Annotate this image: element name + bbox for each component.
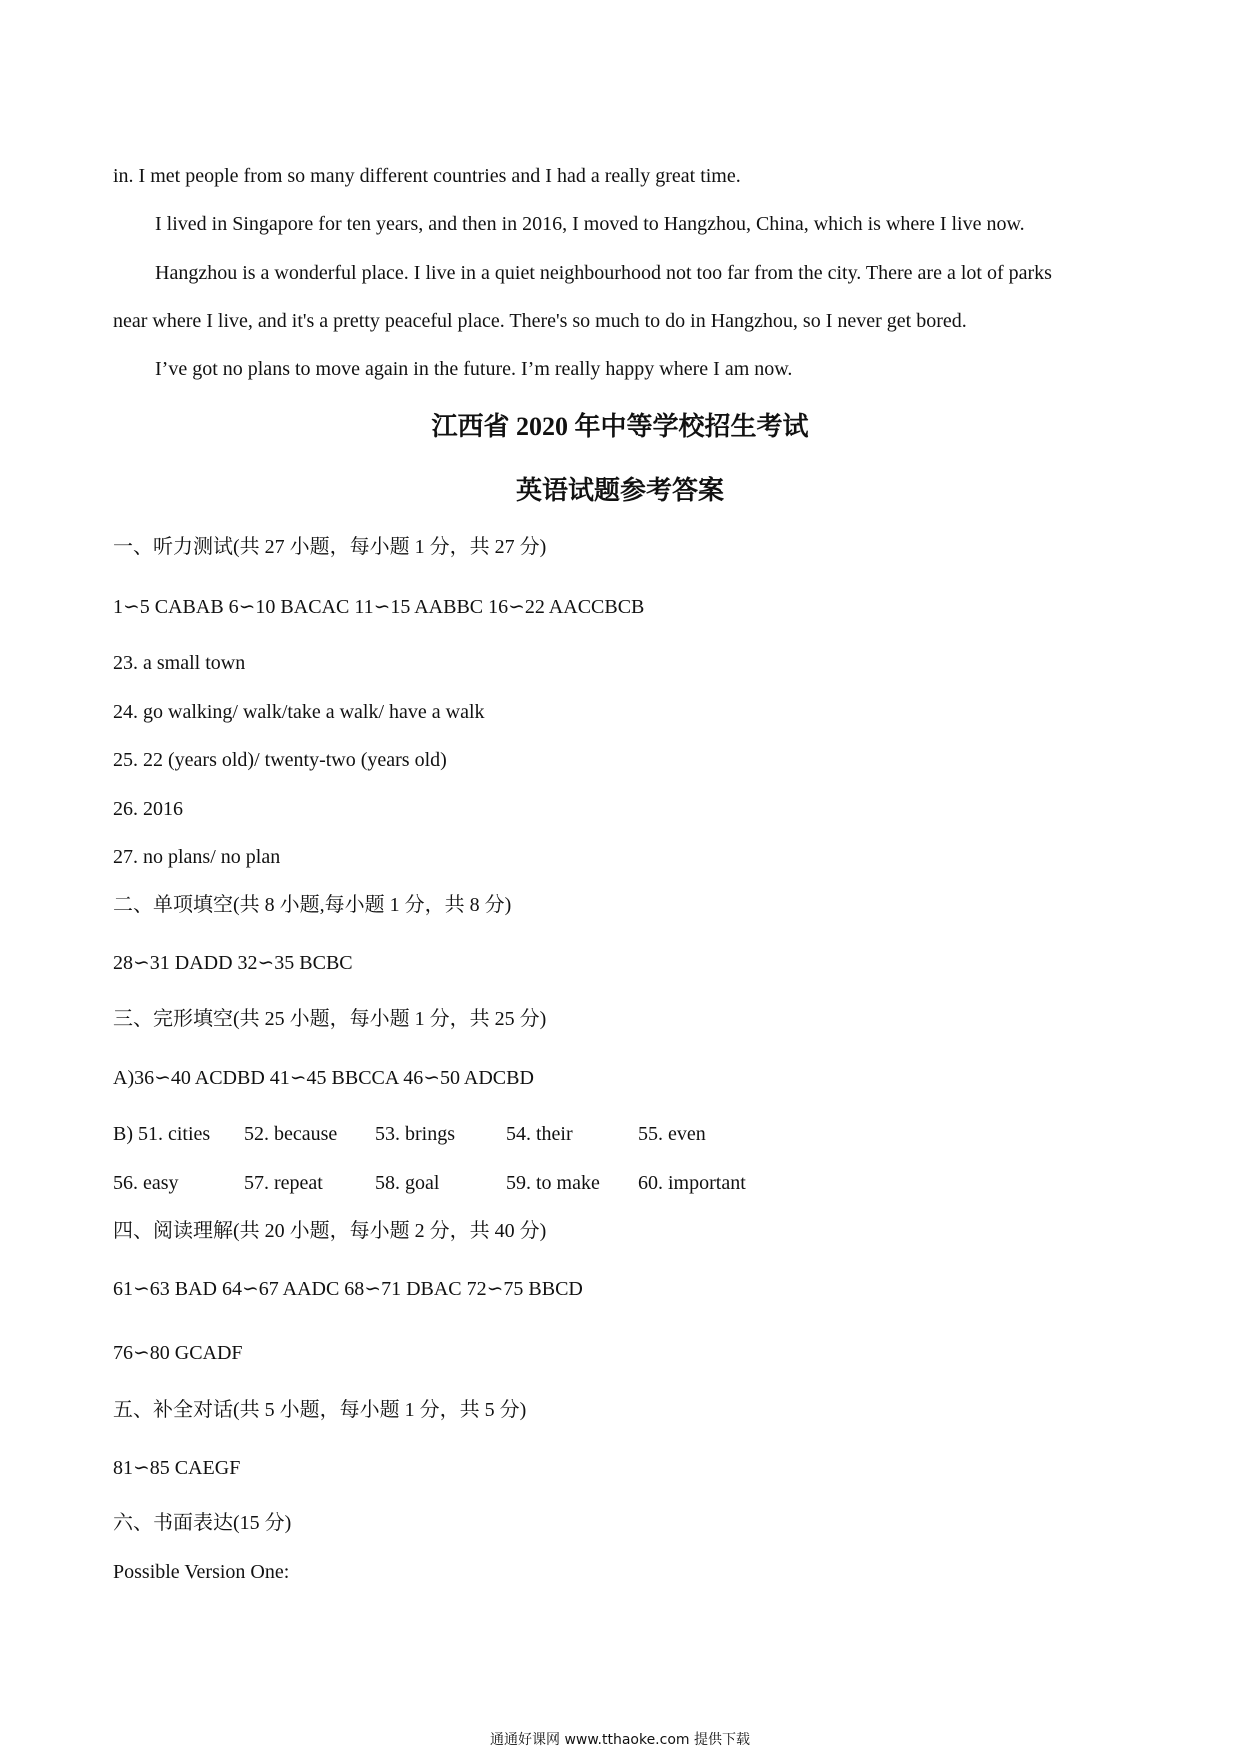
page-subtitle: 英语试题参考答案 (515, 476, 724, 505)
cloze-b-cell: 58. goal (375, 1172, 440, 1194)
passage-line-5: I’ve got no plans to move again in the future. I’m really happy where I am now. (155, 358, 793, 380)
section-2-answers: 28∽31 DADD 32∽35 BCBC (113, 952, 353, 974)
section-5-heading: 五、补全对话(共 5 小题，每小题 1 分，共 5 分) (113, 1399, 527, 1421)
cloze-b-cell: 53. brings (375, 1123, 455, 1145)
section-4-answers-2: 76∽80 GCADF (113, 1342, 243, 1364)
cloze-b-cell: 57. repeat (244, 1172, 323, 1194)
cloze-b-cell: 52. because (244, 1123, 338, 1145)
section-1-answers: 1∽5 CABAB 6∽10 BACAC 11∽15 AABBC 16∽22 AACCBCB (113, 596, 645, 618)
passage-line-2: I lived in Singapore for ten years, and then in 2016, I moved to Hangzhou, China, which is where I live now. (155, 213, 1025, 235)
passage-line-3: Hangzhou is a wonderful place. I live in a quiet neighbourhood not too far from the city. There are a lot of parks (155, 262, 1052, 284)
cloze-b-cell: 59. to make (506, 1172, 600, 1194)
cloze-b-cell: 54. their (506, 1123, 573, 1145)
section-5-answers: 81∽85 CAEGF (113, 1457, 241, 1479)
answer-27: 27. no plans/ no plan (113, 846, 281, 868)
cloze-b-cell: 56. easy (113, 1172, 179, 1194)
section-6-heading: 六、书面表达(15 分) (113, 1512, 292, 1534)
footer-credit: 通通好课网 www.tthaoke.com 提供下载 (490, 1732, 750, 1748)
passage-line-4: near where I live, and it's a pretty peaceful place. There's so much to do in Hangzhou, so I never get bored. (113, 310, 967, 332)
section-4-answers-1: 61∽63 BAD 64∽67 AADC 68∽71 DBAC 72∽75 BBCD (113, 1278, 583, 1300)
section-3-heading: 三、完形填空(共 25 小题，每小题 1 分，共 25 分) (113, 1008, 547, 1030)
section-2-heading: 二、单项填空(共 8 小题,每小题 1 分，共 8 分) (113, 894, 512, 916)
possible-version-label: Possible Version One: (113, 1561, 290, 1583)
cloze-b-cell: 55. even (638, 1123, 706, 1145)
passage-line-1: in. I met people from so many different countries and I had a really great time. (113, 165, 741, 187)
section-3-answers-a: A)36∽40 ACDBD 41∽45 BBCCA 46∽50 ADCBD (113, 1067, 534, 1089)
section-4-heading: 四、阅读理解(共 20 小题，每小题 2 分，共 40 分) (113, 1220, 547, 1242)
section-1-heading: 一、听力测试(共 27 小题，每小题 1 分，共 27 分) (113, 536, 547, 558)
page-title: 江西省 2020 年中等学校招生考试 (431, 412, 809, 441)
answer-23: 23. a small town (113, 652, 246, 674)
answer-24: 24. go walking/ walk/take a walk/ have a walk (113, 701, 485, 723)
cloze-b-cell: B) 51. cities (113, 1123, 211, 1145)
cloze-b-cell: 60. important (638, 1172, 746, 1194)
answer-26: 26. 2016 (113, 798, 183, 820)
answer-25: 25. 22 (years old)/ twenty-two (years old) (113, 749, 447, 771)
